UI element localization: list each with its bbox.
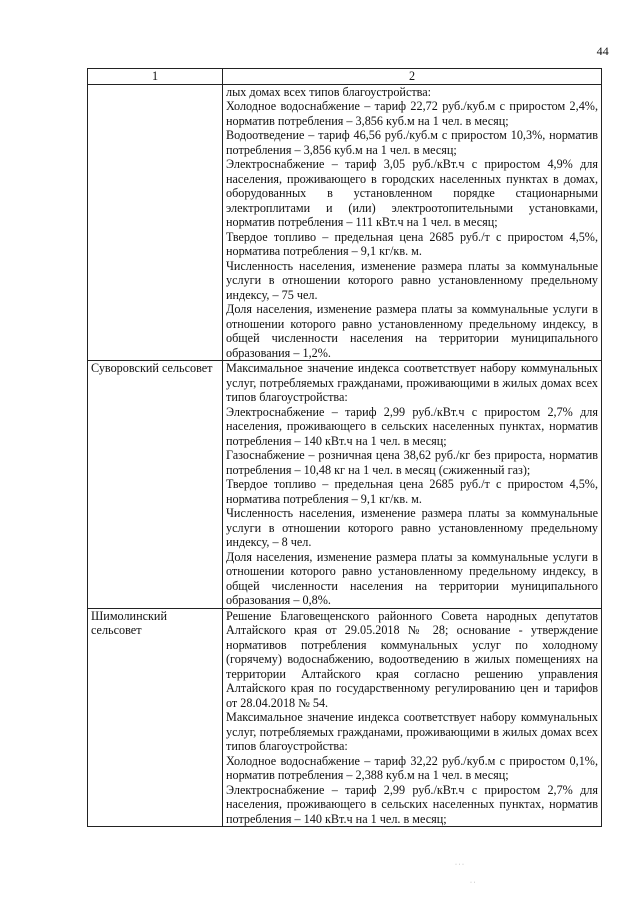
paragraph: Газоснабжение – розничная цена 38,62 руб./кг без прироста, норматив потребления – 10,48 кг на 1 чел. в месяц (сжиженный газ); <box>226 448 598 477</box>
paragraph: Холодное водоснабжение – тариф 32,22 руб./куб.м с приростом 0,1%, норматив потребления – 2,388 куб.м на 1 чел. в месяц; <box>226 753 598 782</box>
description-cell <box>223 361 602 609</box>
paragraph: Электроснабжение – тариф 2,99 руб./кВт.ч с приростом 2,7% для населения, проживающего в сельских населенных пунктах, норматив потребления – 140 кВт.ч на 1 чел. в месяц; <box>226 404 598 448</box>
tariff-table <box>87 68 602 827</box>
description-cell <box>223 608 602 827</box>
paragraph: Численность населения, изменение размера платы за коммунальные услуги в отношении которого равно установленному предельному индексу, – 8 чел. <box>226 506 598 549</box>
table-header-row <box>88 69 602 85</box>
table-row <box>88 608 602 827</box>
table-row <box>88 361 602 609</box>
paragraph: лых домах всех типов благоустройства: <box>226 84 432 99</box>
paragraph: Максимальное значение индекса соответствует набору коммунальных услуг, потребляемых гражданами, проживающими в жилых домах всех типов благоустройства: <box>226 361 598 404</box>
paragraph: Электроснабжение – тариф 2,99 руб./кВт.ч с приростом 2,7% для населения, проживающего в сельских населенных пунктах, норматив потребления – 140 кВт.ч на 1 чел. в месяц; <box>226 782 598 826</box>
municipality-cell: Суворовский сельсовет <box>88 361 223 609</box>
scan-noise: · · · <box>455 862 464 868</box>
table-row <box>88 84 602 361</box>
paragraph: Численность населения, изменение размера платы за коммунальные услуги в отношении которого равно установленному предельному индексу, – 75 чел. <box>226 258 598 302</box>
column-header-2: 2 <box>223 69 602 85</box>
paragraph: Холодное водоснабжение – тариф 22,72 руб./куб.м с приростом 2,4%, норматив потребления – 3,856 куб.м на 1 чел. в месяц; <box>226 99 598 128</box>
page-number: 44 <box>596 44 609 58</box>
paragraph: Твердое топливо – предельная цена 2685 руб./т с приростом 4,5%, норматива потребления – 9,1 кг/кв. м. <box>226 229 598 258</box>
municipality-cell: Шимолинский сельсовет <box>88 608 223 827</box>
paragraph: Максимальное значение индекса соответствует набору коммунальных услуг, потребляемых гражданами, проживающими в жилых домах всех типов благоустройства: <box>226 710 598 753</box>
paragraph: Твердое топливо – предельная цена 2685 руб./т с приростом 4,5%, норматива потребления – 9,1 кг/кв. м. <box>226 477 598 506</box>
scan-noise: · · <box>470 880 476 886</box>
description-cell <box>223 84 602 361</box>
municipality-cell <box>88 84 223 361</box>
paragraph: Электроснабжение – тариф 3,05 руб./кВт.ч с приростом 4,9% для населения, проживающего в городских населенных пунктах в домах, оборудованных в установленном порядке стационарными электроплитами и (или) электроотопительными установками, норматив потребления – 111 кВт.ч на 1 чел. в месяц; <box>226 157 598 229</box>
paragraph: Решение Благовещенского районного Совета народных депутатов Алтайского края от 29.05.2018 № 28; основание - утверждение нормативов потребления коммунальных услуг по холодному (горячему) водоснабжению, водоотведению в жилых помещениях на территории Алтайского края согласно решению управления Алтайского края по государственному регулированию цен и тарифов от 28.04.2018 № 54. <box>226 608 598 710</box>
paragraph: Доля населения, изменение размера платы за коммунальные услуги в отношении которого равно установленному предельному индексу, в общей численности населения на территории муниципального образования – 1,2%. <box>226 302 598 360</box>
column-header-1: 1 <box>88 69 223 85</box>
paragraph: Доля населения, изменение размера платы за коммунальные услуги в отношении которого равно установленному предельному индексу, в общей численности населения на территории муниципального образования – 0,8%. <box>226 549 598 607</box>
paragraph: Водоотведение – тариф 46,56 руб./куб.м с приростом 10,3%, норматив потребления – 3,856 куб.м на 1 чел. в месяц; <box>226 128 598 157</box>
